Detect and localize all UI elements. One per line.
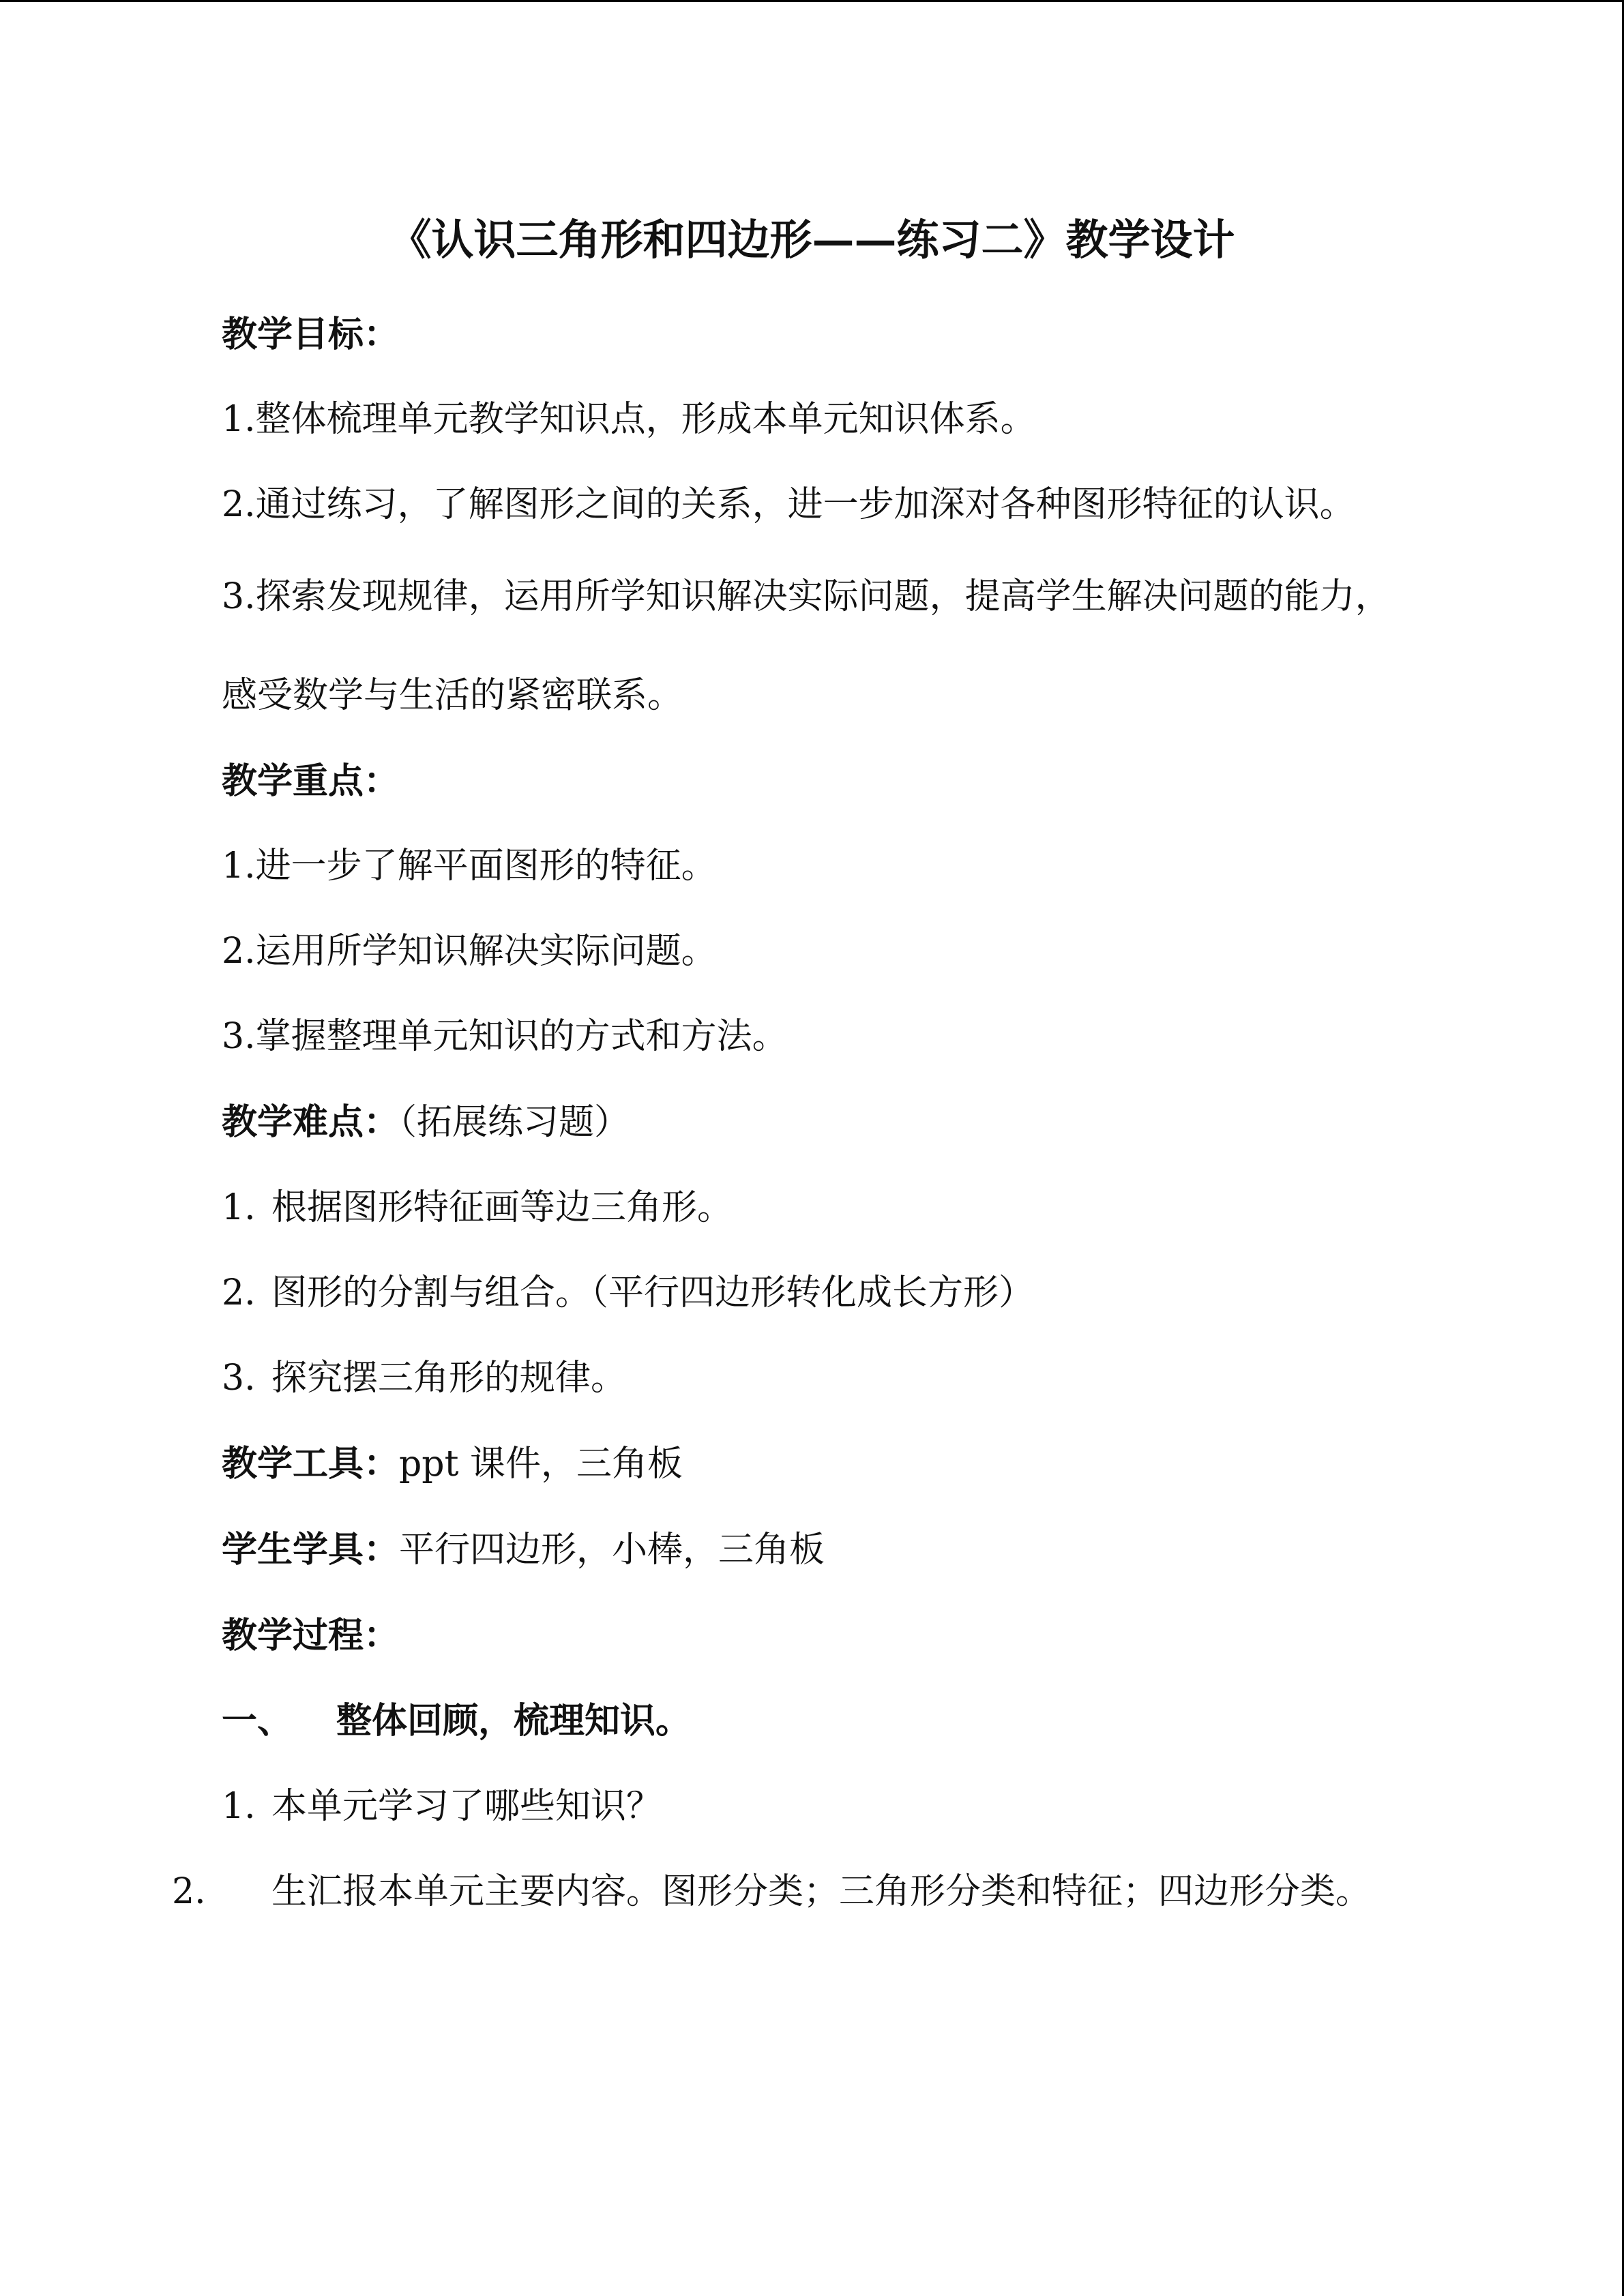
process-item <box>222 1764 1415 1849</box>
difficulty-text: 探究摆三角形的规律。 <box>271 1358 627 1399</box>
key-point-item: 2.运用所学知识解决实际问题。 <box>222 931 717 972</box>
key-points-heading: 教学重点： <box>222 760 400 802</box>
process-item-text: 本单元学习了哪些知识？ <box>271 1786 662 1827</box>
difficulty-item <box>222 1165 1415 1251</box>
student-tools-line <box>222 1507 1415 1593</box>
difficulty-text: 根据图形特征画等边三角形。 <box>271 1187 733 1228</box>
process-heading: 教学过程： <box>222 1615 400 1656</box>
objective-item: 2.通过练习，了解图形之间的关系，进一步加深对各种图形特征的认识。 <box>222 484 1355 525</box>
difficulty-text: 图形的分割与组合。（平行四边形转化成长方形） <box>271 1272 1035 1313</box>
tools-line <box>222 1421 1415 1507</box>
section-number: 一、 <box>222 1700 293 1742</box>
difficulties-line <box>222 1079 1415 1165</box>
tools-value: ppt 课件，三角板 <box>399 1444 683 1485</box>
process-item-text: 生汇报本单元主要内容。图形分类；三角形分类和特征；四边形分类。 <box>271 1871 1372 1912</box>
document-body <box>172 292 1415 1935</box>
process-item-number: 2. <box>172 1871 206 1912</box>
page-title: 《认识三角形和四边形——练习二》教学设计 <box>389 215 1235 265</box>
section-title: 整体回顾，梳理知识。 <box>336 1700 692 1742</box>
process-item <box>172 1849 1415 1935</box>
difficulty-number: 3. <box>222 1358 256 1399</box>
difficulty-item <box>222 1251 1415 1336</box>
tools-heading: 教学工具： <box>222 1443 400 1485</box>
difficulties-note: （拓展练习题） <box>399 1102 630 1143</box>
process-item-number: 1. <box>222 1786 256 1827</box>
key-point-item: 3.掌握整理单元知识的方式和方法。 <box>222 1016 788 1057</box>
student-tools-heading: 学生学具： <box>222 1529 400 1570</box>
difficulty-number: 1. <box>222 1187 256 1228</box>
key-point-item: 1.进一步了解平面图形的特征。 <box>222 846 717 886</box>
objective-item: 1.整体梳理单元教学知识点，形成本单元知识体系。 <box>222 399 1036 440</box>
objective-item: 3.探索发现规律，运用所学知识解决实际问题，提高学生解决问题的能力，感受数学与生活的紧密联系。 <box>222 576 1391 716</box>
difficulty-number: 2. <box>222 1272 256 1313</box>
section-heading <box>222 1678 1415 1764</box>
difficulties-heading: 教学难点： <box>222 1101 400 1143</box>
difficulty-item <box>222 1336 1415 1421</box>
student-tools-value: 平行四边形，小棒，三角板 <box>399 1530 825 1570</box>
objectives-heading: 教学目标： <box>222 314 400 355</box>
